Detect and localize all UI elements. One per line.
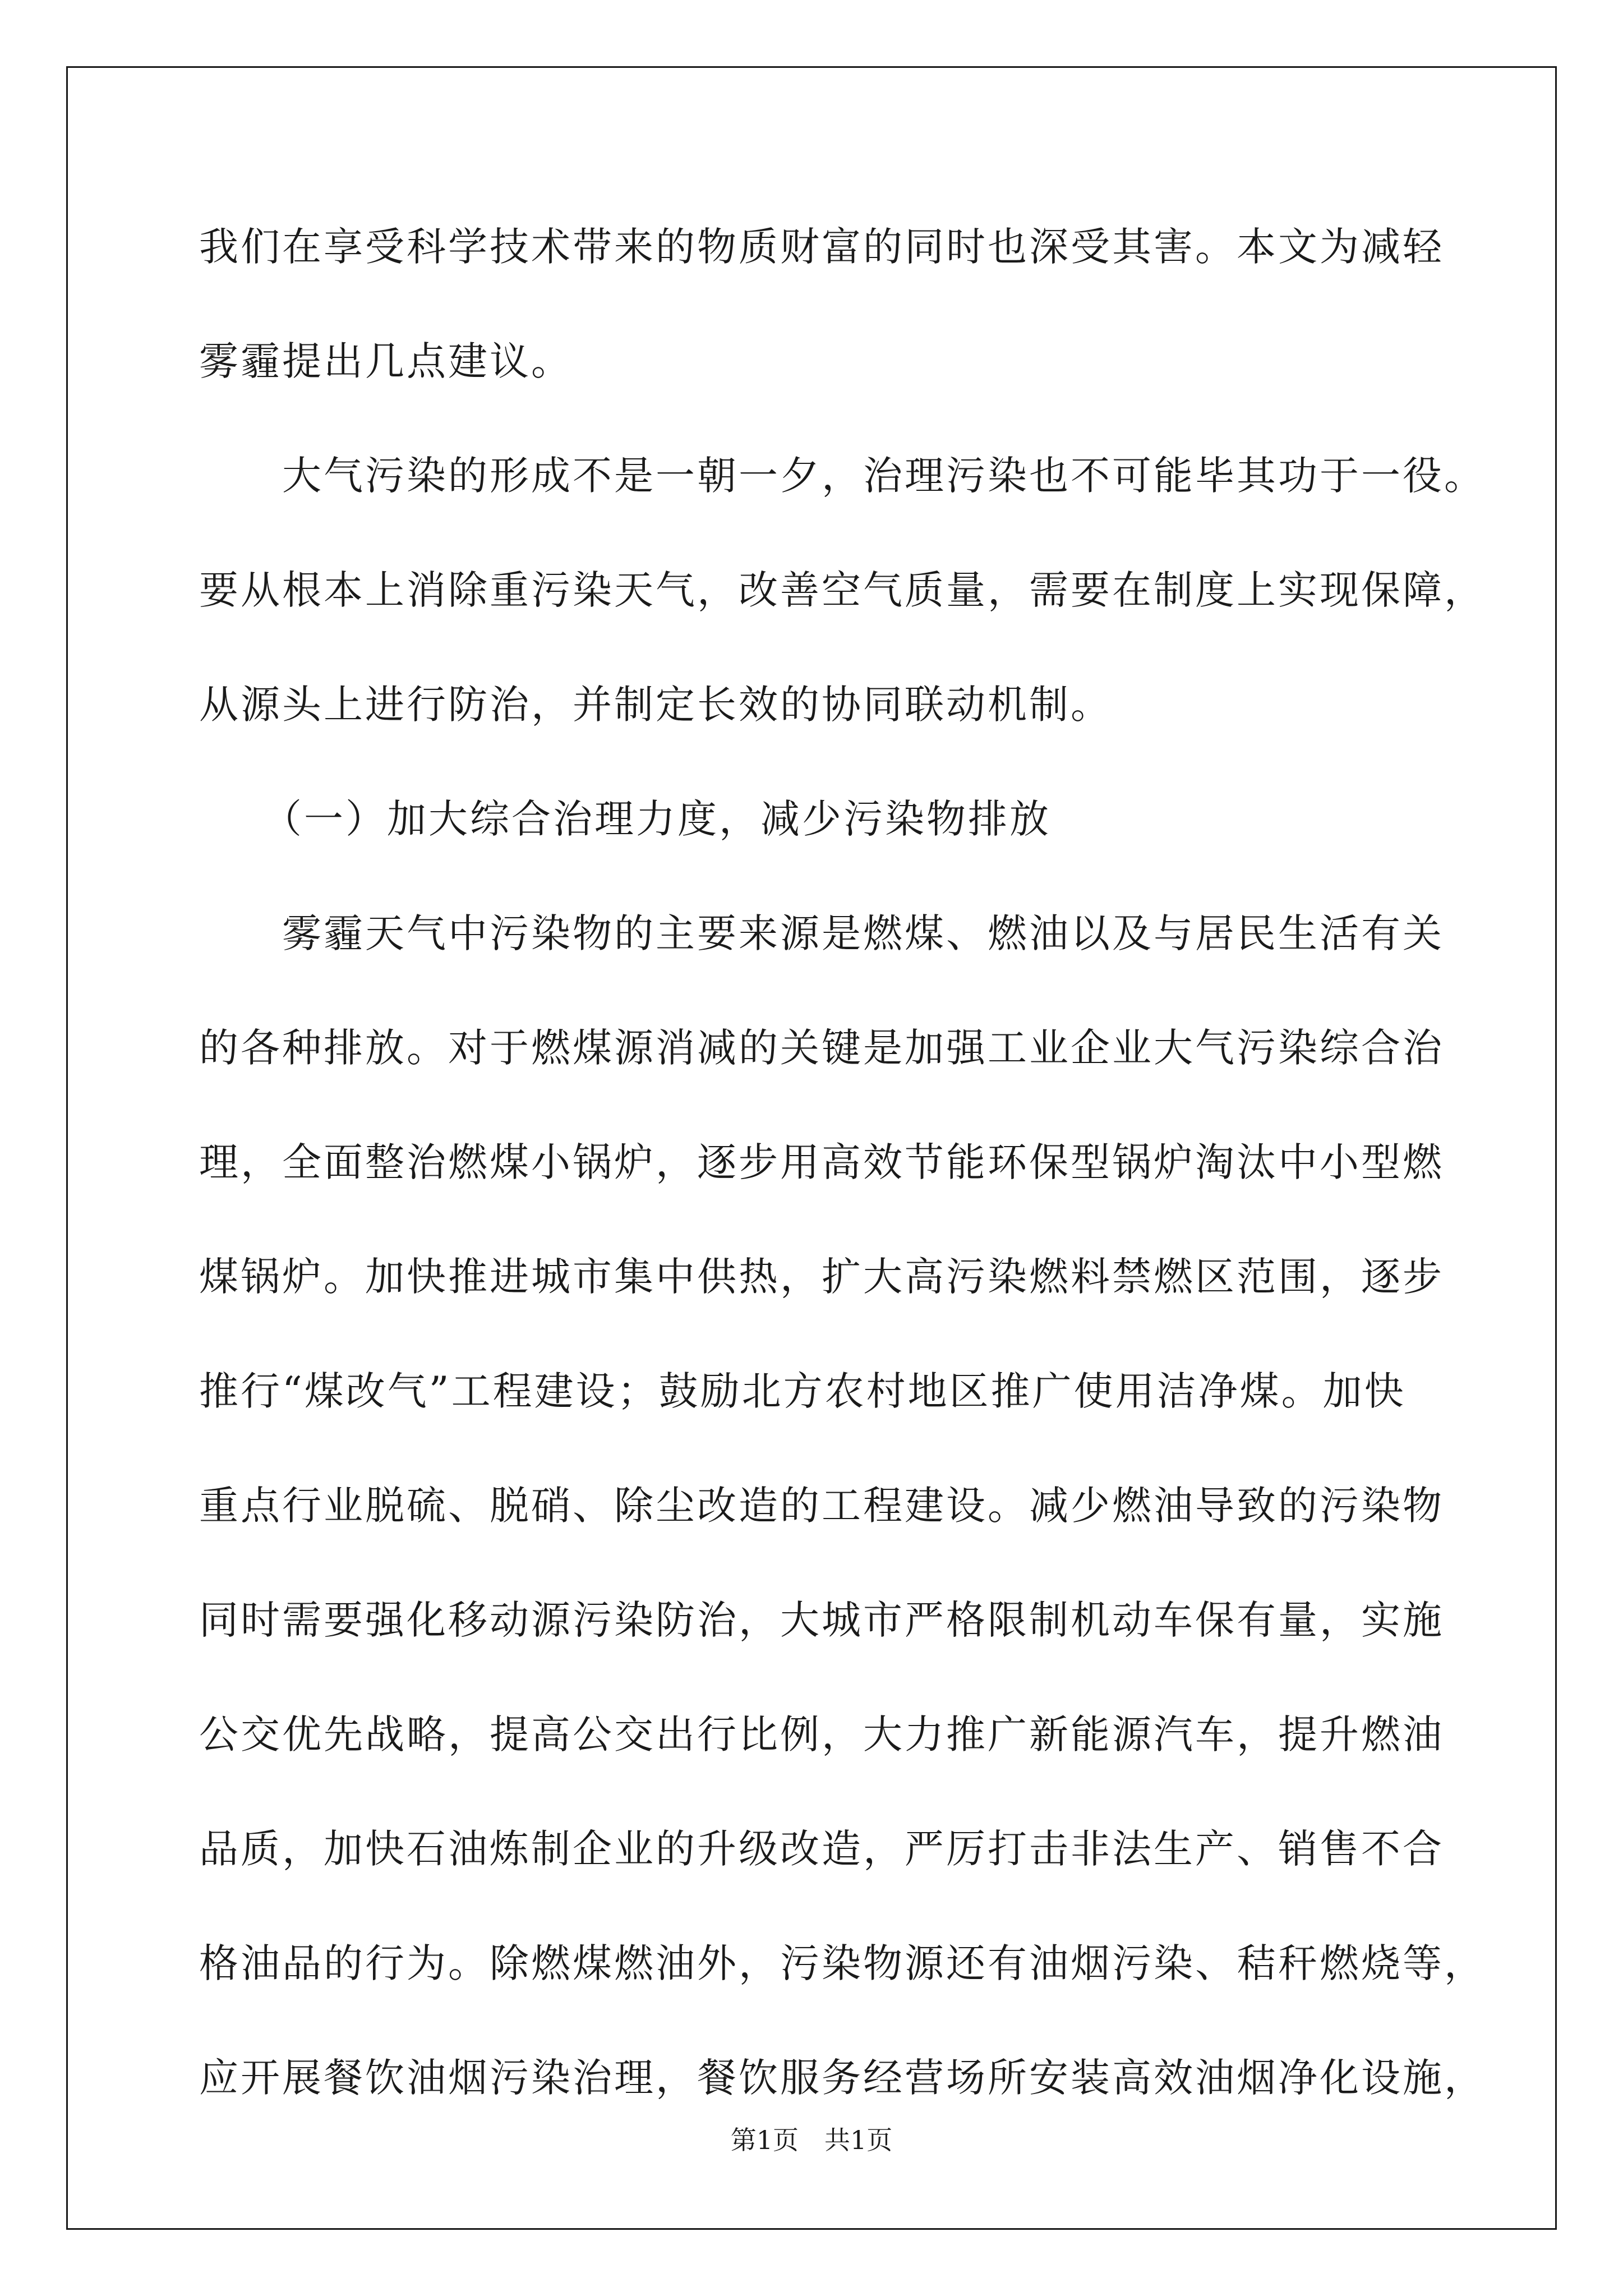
text-line: 重点行业脱硫、脱硝、除尘改造的工程建设。减少燃油导致的污染物 [199,1483,1444,1529]
text-line: 格油品的行为。除燃煤燃油外，污染物源还有油烟污染、秸秆燃烧等， [199,1940,1486,1986]
text-line: 要从根本上消除重污染天气，改善空气质量，需要在制度上实现保障， [199,567,1486,613]
text-line: 的各种排放。对于燃煤源消减的关键是加强工业企业大气污染综合治 [199,1025,1444,1071]
section-heading: （一）加大综合治理力度，减少污染物排放 [199,796,1051,842]
text-line: 煤锅炉。加快推进城市集中供热，扩大高污染燃料禁燃区范围，逐步 [199,1254,1444,1300]
text-line: 雾霾天气中污染物的主要来源是燃煤、燃油以及与居民生活有关 [199,910,1444,956]
text-line: 理，全面整治燃煤小锅炉，逐步用高效节能环保型锅炉淘汰中小型燃 [199,1139,1444,1185]
text-line: 公交优先战略，提高公交出行比例，大力推广新能源汽车，提升燃油 [199,1711,1444,1757]
text-line: 从源头上进行防治，并制定长效的协同联动机制。 [199,682,1112,728]
text-line: 大气污染的形成不是一朝一夕，治理污染也不可能毕其功于一役。 [199,453,1486,499]
page-number: 第1页 共1页 [730,2125,893,2155]
text-line: 雾霾提出几点建议。 [199,338,573,384]
text-line: 推行“煤改气”工程建设；鼓励北方农村地区推广使用洁净煤。加快 [199,1368,1406,1414]
text-line: 品质，加快石油炼制企业的升级改造，严厉打击非法生产、销售不合 [199,1826,1444,1872]
text-line: 应开展餐饮油烟污染治理，餐饮服务经营场所安装高效油烟净化设施， [199,2055,1486,2101]
text-line: 同时需要强化移动源污染防治，大城市严格限制机动车保有量，实施 [199,1597,1444,1643]
text-line: 我们在享受科学技术带来的物质财富的同时也深受其害。本文为减轻 [199,224,1444,270]
